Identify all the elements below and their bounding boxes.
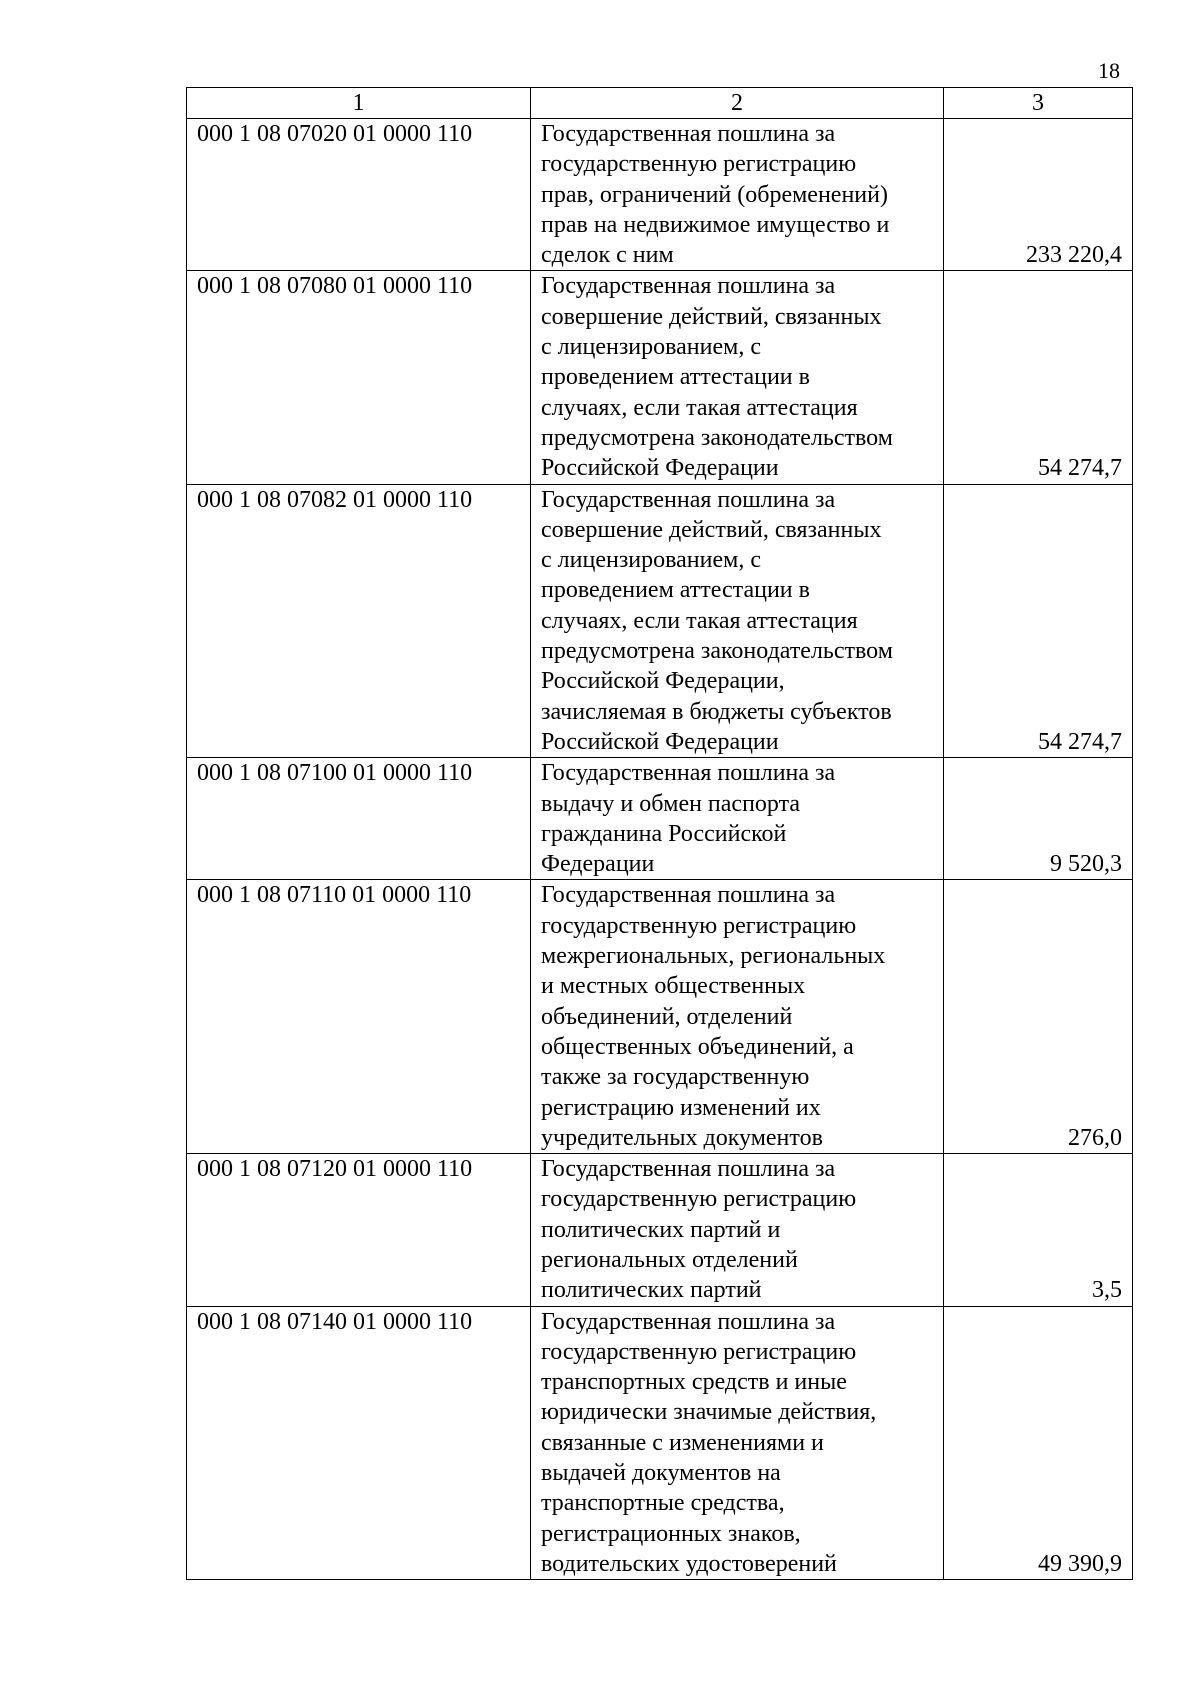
table-row	[187, 1306, 1133, 1580]
revenue-name-line: связанные с изменениями и	[541, 1429, 824, 1456]
revenue-name-line: объединений, отделений	[541, 1003, 793, 1030]
amount-value: 54 274,7	[944, 484, 1133, 758]
revenue-name-line: водительских удостоверений	[541, 1550, 837, 1577]
revenue-name-line: с лицензированием, с	[541, 547, 761, 574]
revenue-name-line: с лицензированием, с	[541, 334, 761, 361]
revenue-name-line: учредительных документов	[541, 1124, 823, 1151]
revenue-name-line: проведением аттестации в	[541, 364, 810, 391]
revenue-name-line: также за государственную	[541, 1064, 810, 1091]
revenue-name-line: Российской Федерации	[541, 728, 779, 755]
revenue-name-line: и местных общественных	[541, 973, 806, 1000]
revenue-name-line: политических партий и	[541, 1216, 781, 1243]
classification-code: 000 1 08 07080 01 0000 110	[187, 271, 531, 484]
revenue-name-line: Федерации	[541, 851, 655, 878]
revenue-name-line: межрегиональных, региональных	[541, 943, 886, 970]
revenue-name	[531, 880, 944, 1154]
revenue-name-line: государственную регистрацию	[541, 1338, 857, 1365]
page-number: 18	[1098, 58, 1120, 83]
table-row	[187, 758, 1133, 880]
revenue-name-line: политических партий	[541, 1277, 762, 1304]
revenue-name	[531, 1306, 944, 1580]
table-header-row	[187, 88, 1133, 119]
revenue-name-line: выдачей документов на	[541, 1460, 781, 1487]
column-header-code: 1	[187, 88, 531, 119]
revenue-name-line: Российской Федерации,	[541, 668, 785, 695]
amount-value: 233 220,4	[944, 119, 1133, 271]
table-body	[187, 119, 1133, 1580]
table-row	[187, 1154, 1133, 1306]
revenue-name-line: гражданина Российской	[541, 820, 787, 847]
revenue-name-line: проведением аттестации в	[541, 577, 810, 604]
revenue-name-line: государственную регистрацию	[541, 1186, 857, 1213]
revenue-name-line: предусмотрена законодательством	[541, 424, 893, 451]
revenue-name-line: прав, ограничений (обременений)	[541, 181, 888, 208]
revenue-name-line: общественных объединений, а	[541, 1033, 854, 1060]
revenue-name-line: Российской Федерации	[541, 455, 779, 482]
revenue-name-line: зачисляемая в бюджеты субъектов	[541, 698, 892, 725]
table-row	[187, 484, 1133, 758]
amount-value: 9 520,3	[944, 758, 1133, 880]
amount-value: 3,5	[944, 1154, 1133, 1306]
revenue-name-line: Государственная пошлина за	[541, 121, 836, 147]
amount-value: 54 274,7	[944, 271, 1133, 484]
revenue-name-line: государственную регистрацию	[541, 151, 857, 178]
table-row	[187, 271, 1133, 484]
revenue-name-line: случаях, если такая аттестация	[541, 394, 858, 421]
classification-code: 000 1 08 07120 01 0000 110	[187, 1154, 531, 1306]
revenue-name-line: выдачу и обмен паспорта	[541, 790, 801, 817]
revenue-name-line: Государственная пошлина за	[541, 1308, 836, 1335]
revenue-table	[186, 87, 1133, 1580]
revenue-name	[531, 484, 944, 758]
revenue-name-line: сделок с ним	[541, 242, 674, 269]
classification-code: 000 1 08 07082 01 0000 110	[187, 484, 531, 758]
revenue-name-line: совершение действий, связанных	[541, 516, 882, 543]
revenue-name-line: государственную регистрацию	[541, 912, 857, 939]
amount-value: 276,0	[944, 880, 1133, 1154]
column-header-amount: 3	[944, 88, 1133, 119]
revenue-name-line: региональных отделений	[541, 1246, 798, 1273]
amount-value: 49 390,9	[944, 1306, 1133, 1580]
revenue-name-line: Государственная пошлина за	[541, 1156, 836, 1183]
revenue-name-line: юридически значимые действия,	[541, 1399, 877, 1426]
revenue-name-line: регистрацию изменений их	[541, 1094, 821, 1121]
revenue-name-line: Государственная пошлина за	[541, 760, 836, 787]
classification-code: 000 1 08 07140 01 0000 110	[187, 1306, 531, 1580]
revenue-name	[531, 271, 944, 484]
revenue-name-line: регистрационных знаков,	[541, 1520, 801, 1547]
revenue-name-line: прав на недвижимое имущество и	[541, 211, 890, 238]
revenue-name	[531, 119, 944, 271]
revenue-name-line: Государственная пошлина за	[541, 273, 836, 300]
revenue-name	[531, 758, 944, 880]
classification-code: 000 1 08 07020 01 0000 110	[187, 119, 531, 271]
revenue-name	[531, 1154, 944, 1306]
table-row	[187, 119, 1133, 271]
revenue-name-line: случаях, если такая аттестация	[541, 607, 858, 634]
table-row	[187, 880, 1133, 1154]
revenue-name-line: транспортные средства,	[541, 1490, 785, 1517]
classification-code: 000 1 08 07100 01 0000 110	[187, 758, 531, 880]
revenue-name-line: предусмотрена законодательством	[541, 638, 893, 665]
classification-code: 000 1 08 07110 01 0000 110	[187, 880, 531, 1154]
revenue-name-line: совершение действий, связанных	[541, 303, 882, 330]
revenue-name-line: Государственная пошлина за	[541, 486, 836, 513]
revenue-name-line: транспортных средств и иные	[541, 1369, 847, 1396]
column-header-name: 2	[531, 88, 944, 119]
revenue-name-line: Государственная пошлина за	[541, 882, 836, 909]
